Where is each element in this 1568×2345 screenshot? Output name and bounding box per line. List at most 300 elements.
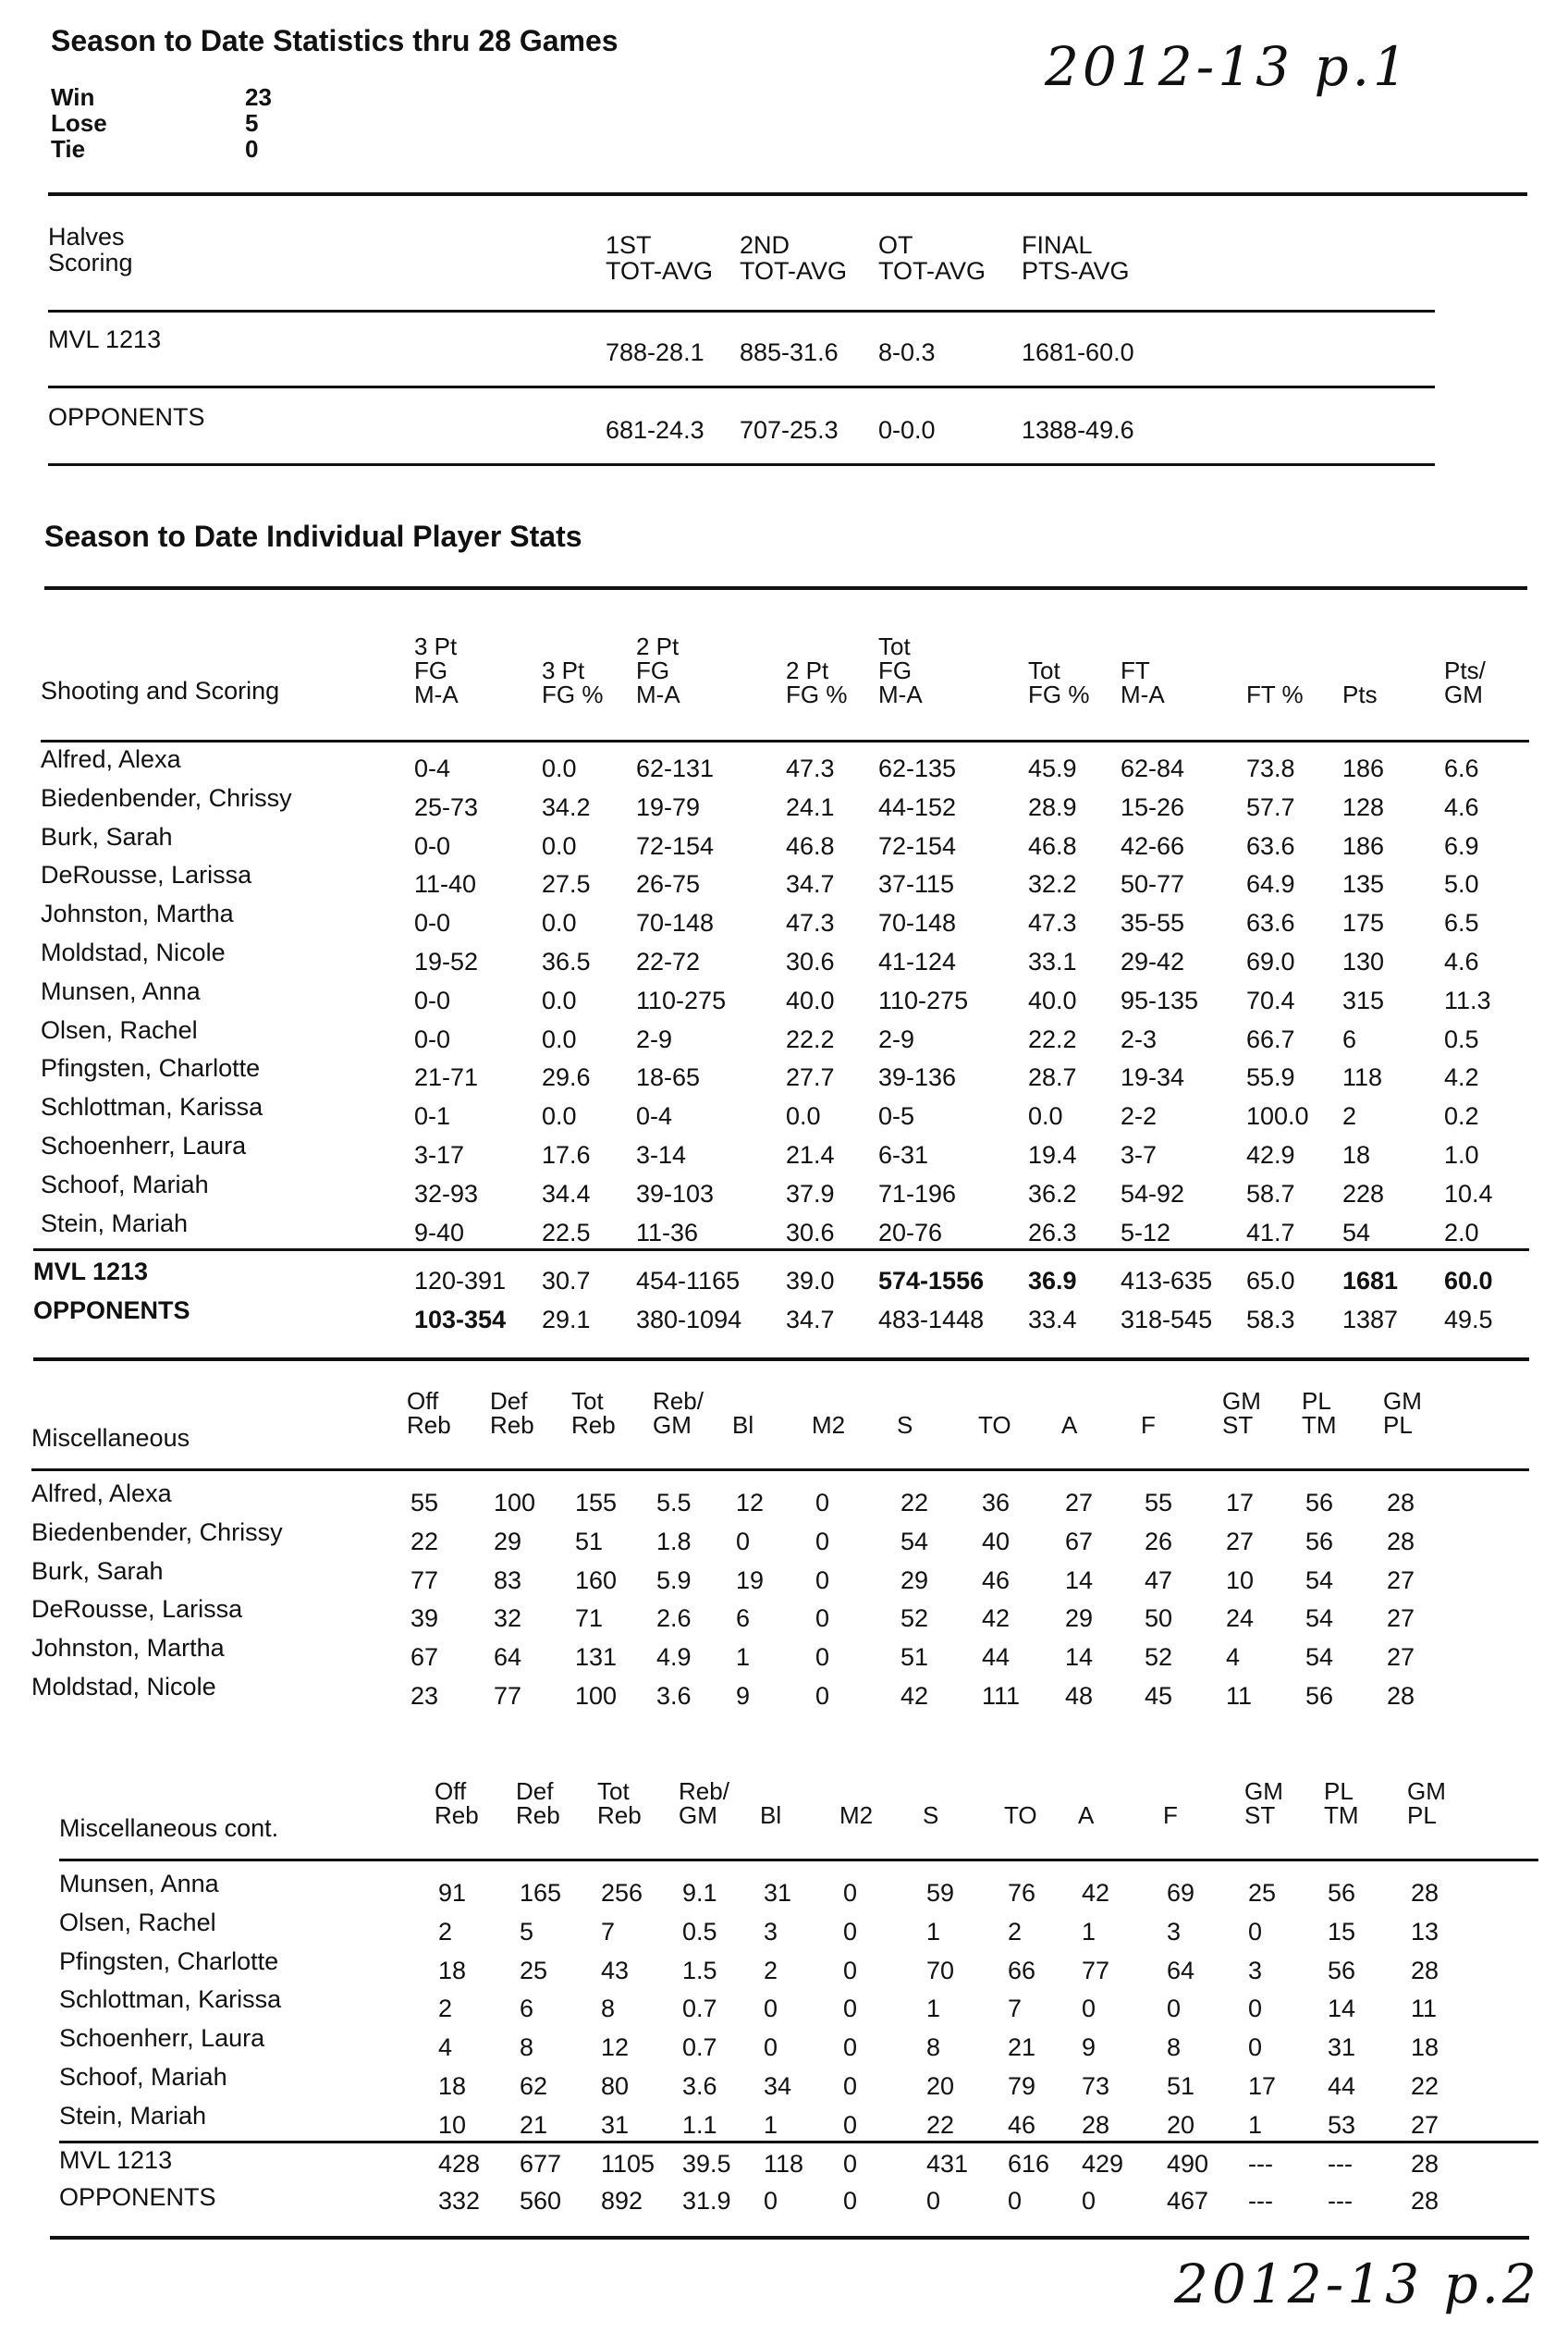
stat-cell: 1 xyxy=(926,1917,941,1946)
stat-cell: 27 xyxy=(1411,2110,1439,2139)
record-label: Win xyxy=(51,83,95,111)
stat-cell: 6-31 xyxy=(878,1141,929,1169)
stat-cell: 34.4 xyxy=(542,1179,591,1208)
total-cell: 332 xyxy=(438,2186,481,2215)
stat-cell: 63.6 xyxy=(1246,831,1295,860)
stat-cell: 17.6 xyxy=(542,1141,591,1169)
misc-header: Tot xyxy=(597,1777,630,1805)
shooting-header: FG xyxy=(414,657,448,684)
player-name: Schlottman, Karissa xyxy=(59,1985,282,2014)
stat-cell: 165 xyxy=(520,1879,562,1907)
stat-cell: 0 xyxy=(843,2072,858,2100)
stat-cell: 11 xyxy=(1226,1682,1253,1710)
stat-cell: 40 xyxy=(982,1527,1011,1555)
misc-header: TO xyxy=(1004,1801,1037,1829)
shooting-header: FT xyxy=(1121,657,1150,684)
stat-cell: 32-93 xyxy=(414,1179,479,1208)
stat-cell: 28 xyxy=(1411,1956,1439,1984)
stat-cell: 1 xyxy=(736,1643,751,1672)
stat-cell: 3 xyxy=(1248,1956,1263,1984)
stat-cell: 25-73 xyxy=(414,792,479,821)
stat-cell: 111 xyxy=(982,1682,1021,1710)
misc-header: Def xyxy=(490,1387,528,1415)
stat-cell: 3-7 xyxy=(1121,1141,1158,1169)
stat-cell: 62 xyxy=(520,2072,548,2100)
stat-cell: 41-124 xyxy=(878,948,957,976)
stat-cell: 0.0 xyxy=(1028,1102,1063,1131)
misc-header: Reb/ xyxy=(653,1387,704,1415)
stat-cell: 0-0 xyxy=(414,986,451,1014)
stat-cell: 33.1 xyxy=(1028,948,1077,976)
misc-header: Tot xyxy=(571,1387,604,1415)
stat-cell: 0.0 xyxy=(542,1102,577,1131)
misc-header: Off xyxy=(407,1387,439,1415)
stat-cell: 15-26 xyxy=(1121,792,1185,821)
stat-cell: 3 xyxy=(1167,1917,1182,1946)
stat-cell: 28.7 xyxy=(1028,1063,1077,1092)
player-name: Alfred, Alexa xyxy=(41,745,181,773)
stat-cell: 56 xyxy=(1305,1682,1334,1710)
player-name: Schoof, Mariah xyxy=(59,2063,227,2091)
stat-cell: 34.7 xyxy=(786,870,835,899)
stat-cell: 175 xyxy=(1342,909,1385,938)
stat-cell: 4.6 xyxy=(1444,792,1479,821)
misc-header: Def xyxy=(516,1777,554,1805)
stat-cell: 42-66 xyxy=(1121,831,1185,860)
stat-cell: 100.0 xyxy=(1246,1102,1309,1131)
stat-cell: 22 xyxy=(1411,2072,1439,2100)
shooting-header: M-A xyxy=(1121,681,1165,708)
stat-cell: 37.9 xyxy=(786,1179,835,1208)
stat-cell: 45 xyxy=(1145,1682,1173,1710)
stat-cell: 27 xyxy=(1387,1643,1415,1672)
stat-cell: 2 xyxy=(1342,1102,1357,1131)
stat-cell: 2 xyxy=(764,1956,778,1984)
stat-cell: 50-77 xyxy=(1121,870,1185,899)
stat-cell: 44 xyxy=(982,1643,1011,1672)
misc-section-label: Miscellaneous xyxy=(31,1424,190,1452)
stat-cell: 28 xyxy=(1082,2110,1110,2139)
total-cell: 429 xyxy=(1082,2149,1124,2178)
stat-cell: 34.2 xyxy=(542,792,591,821)
stat-cell: 9.1 xyxy=(682,1879,717,1907)
stat-cell: 7 xyxy=(1008,1995,1023,2023)
total-cell: 0 xyxy=(843,2149,858,2178)
misc-header: TM xyxy=(1324,1801,1359,1829)
stat-cell: 100 xyxy=(575,1682,618,1710)
stat-cell: 228 xyxy=(1342,1179,1385,1208)
halves-header: OT xyxy=(878,231,913,259)
divider xyxy=(33,1357,1529,1361)
player-name: DeRousse, Larissa xyxy=(31,1595,243,1624)
stat-cell: 46.8 xyxy=(1028,831,1077,860)
halves-value: 1681-60.0 xyxy=(1022,338,1134,366)
total-cell: 120-391 xyxy=(414,1267,507,1295)
stat-cell: 29 xyxy=(494,1527,522,1555)
stat-cell: 131 xyxy=(575,1643,618,1672)
misc-header: GM xyxy=(1383,1387,1422,1415)
stat-cell: 25 xyxy=(520,1956,548,1984)
stat-cell: 41.7 xyxy=(1246,1218,1295,1246)
stat-cell: 51 xyxy=(1167,2072,1195,2100)
stat-cell: 0-4 xyxy=(414,755,451,782)
total-cell: 490 xyxy=(1167,2149,1209,2178)
total-cell: 0 xyxy=(764,2186,778,2215)
stat-cell: 11-40 xyxy=(414,870,477,899)
stat-cell: 45.9 xyxy=(1028,755,1077,782)
stat-cell: 3.6 xyxy=(682,2072,717,2100)
stat-cell: 0 xyxy=(815,1527,830,1555)
stat-cell: 12 xyxy=(736,1489,765,1516)
stat-cell: 63.6 xyxy=(1246,909,1295,938)
stat-cell: 62-135 xyxy=(878,755,957,782)
total-cell: --- xyxy=(1328,2149,1353,2178)
halves-value: 788-28.1 xyxy=(606,338,704,366)
stat-cell: 53 xyxy=(1328,2110,1356,2139)
stat-cell: 3-17 xyxy=(414,1141,465,1169)
stat-cell: 27 xyxy=(1387,1604,1415,1633)
stat-cell: 6.5 xyxy=(1444,909,1479,938)
stat-cell: 8 xyxy=(601,1995,616,2023)
stat-cell: 83 xyxy=(494,1565,522,1594)
stat-cell: 67 xyxy=(1065,1527,1094,1555)
player-name: Johnston, Martha xyxy=(31,1634,225,1663)
stat-cell: 110-275 xyxy=(636,986,727,1014)
handwritten-page-note-bottom: 2012-13 p.2 xyxy=(1174,2253,1540,2315)
stat-cell: 37-115 xyxy=(878,870,955,899)
total-cell: 0 xyxy=(1008,2186,1023,2215)
stat-cell: 2 xyxy=(438,1917,453,1946)
divider xyxy=(48,386,1435,388)
shooting-header: FG xyxy=(878,657,913,684)
halves-value: 707-25.3 xyxy=(740,416,839,444)
stat-cell: 0 xyxy=(815,1604,830,1633)
stat-cell: 70 xyxy=(926,1956,955,1984)
stat-cell: 27 xyxy=(1065,1489,1094,1516)
team-total-name: OPPONENTS xyxy=(59,2182,216,2211)
stat-cell: 1 xyxy=(1082,1917,1096,1946)
stat-cell: 14 xyxy=(1065,1565,1094,1594)
misc-header: A xyxy=(1061,1411,1078,1439)
stat-cell: 2 xyxy=(438,1995,453,2023)
total-cell: 39.0 xyxy=(786,1267,835,1295)
stat-cell: 0 xyxy=(1248,1917,1263,1946)
stat-cell: 18 xyxy=(438,1956,467,1984)
stat-cell: 0-1 xyxy=(414,1102,451,1131)
total-cell: 28 xyxy=(1411,2186,1439,2215)
player-name: Alfred, Alexa xyxy=(31,1479,172,1507)
stat-cell: 77 xyxy=(1082,1956,1110,1984)
stat-cell: 69.0 xyxy=(1246,948,1295,976)
stat-cell: 64 xyxy=(1167,1956,1195,1984)
stat-cell: 256 xyxy=(601,1879,643,1907)
stat-cell: 27.5 xyxy=(542,870,591,899)
stat-cell: 29-42 xyxy=(1121,948,1185,976)
total-cell: 892 xyxy=(601,2186,643,2215)
total-cell: 29.1 xyxy=(542,1306,591,1333)
stat-cell: 23 xyxy=(410,1682,439,1710)
stat-cell: 155 xyxy=(575,1489,618,1516)
misc-header: A xyxy=(1078,1801,1095,1829)
player-name: Biedenbender, Chrissy xyxy=(31,1517,283,1546)
stat-cell: 14 xyxy=(1328,1995,1356,2023)
misc-header: GM xyxy=(1222,1387,1261,1415)
stat-cell: 57.7 xyxy=(1246,792,1295,821)
record-value: 23 xyxy=(245,83,272,111)
stat-cell: 34 xyxy=(764,2072,792,2100)
stat-cell: 1.5 xyxy=(682,1956,717,1984)
total-cell: 34.7 xyxy=(786,1306,835,1333)
stat-cell: 10.4 xyxy=(1444,1179,1493,1208)
stat-cell: 0 xyxy=(843,1879,858,1907)
stat-cell: 47.3 xyxy=(786,909,835,938)
divider xyxy=(50,2236,1529,2240)
season-title: Season to Date Statistics thru 28 Games xyxy=(51,24,619,57)
player-name: Schlottman, Karissa xyxy=(41,1093,263,1122)
stat-cell: 44-152 xyxy=(878,792,957,821)
stat-cell: 56 xyxy=(1328,1879,1356,1907)
player-name: Schoof, Mariah xyxy=(41,1170,209,1198)
player-name: DeRousse, Larissa xyxy=(41,861,252,890)
stat-cell: 70-148 xyxy=(878,909,957,938)
stat-cell: 2-9 xyxy=(878,1025,915,1053)
shooting-header: GM xyxy=(1444,681,1483,708)
stat-cell: 39-103 xyxy=(636,1179,715,1208)
stat-cell: 0.7 xyxy=(682,1995,717,2023)
stat-cell: 66.7 xyxy=(1246,1025,1295,1053)
shooting-header: FG % xyxy=(786,681,848,708)
stat-cell: 6.9 xyxy=(1444,831,1479,860)
team-total-name: OPPONENTS xyxy=(33,1296,190,1324)
divider xyxy=(59,2141,1538,2143)
stat-cell: 0.0 xyxy=(786,1102,821,1131)
stat-cell: 51 xyxy=(575,1527,604,1555)
stat-cell: 0.5 xyxy=(1444,1025,1479,1053)
stat-cell: 51 xyxy=(900,1643,929,1672)
stat-cell: 64.9 xyxy=(1246,870,1295,899)
stat-cell: 0.0 xyxy=(542,986,577,1014)
stat-cell: 91 xyxy=(438,1879,467,1907)
stat-cell: 9 xyxy=(1082,2033,1096,2062)
stat-cell: 4.2 xyxy=(1444,1063,1479,1092)
stat-cell: 0 xyxy=(764,2033,778,2062)
stat-cell: 21.4 xyxy=(786,1141,835,1169)
stat-cell: 55 xyxy=(410,1489,439,1516)
stat-cell: 70-148 xyxy=(636,909,715,938)
stat-cell: 22-72 xyxy=(636,948,701,976)
stat-cell: 160 xyxy=(575,1565,618,1594)
stat-cell: 0 xyxy=(815,1489,830,1516)
stat-cell: 0 xyxy=(815,1682,830,1710)
stat-cell: 64 xyxy=(494,1643,522,1672)
stat-cell: 22 xyxy=(410,1527,439,1555)
stat-cell: 24.1 xyxy=(786,792,835,821)
stat-cell: 14 xyxy=(1065,1643,1094,1672)
halves-value: 885-31.6 xyxy=(740,338,839,366)
stat-cell: 72-154 xyxy=(878,831,957,860)
stat-cell: 4 xyxy=(1226,1643,1241,1672)
stat-cell: 2-3 xyxy=(1121,1025,1158,1053)
stat-cell: 29.6 xyxy=(542,1063,591,1092)
stat-cell: 72-154 xyxy=(636,831,715,860)
stat-cell: 21-71 xyxy=(414,1063,479,1092)
stat-cell: 77 xyxy=(410,1565,439,1594)
stat-cell: 17 xyxy=(1248,2072,1277,2100)
misc-header: PL xyxy=(1302,1387,1331,1415)
stat-cell: 13 xyxy=(1411,1917,1439,1946)
stat-cell: 18 xyxy=(1411,2033,1439,2062)
misc-header: S xyxy=(897,1411,913,1439)
stat-cell: 22.2 xyxy=(1028,1025,1077,1053)
stat-cell: 7 xyxy=(601,1917,616,1946)
stat-cell: 73.8 xyxy=(1246,755,1295,782)
stat-cell: 19-52 xyxy=(414,948,479,976)
total-cell: 560 xyxy=(520,2186,562,2215)
stat-cell: 2.0 xyxy=(1444,1218,1479,1246)
stat-cell: 2 xyxy=(1008,1917,1023,1946)
halves-team: OPPONENTS xyxy=(48,403,205,431)
halves-title xyxy=(48,224,133,276)
stat-cell: 69 xyxy=(1167,1879,1195,1907)
stat-cell: 21 xyxy=(520,2110,548,2139)
shooting-header: Tot xyxy=(1028,657,1060,684)
total-cell: 33.4 xyxy=(1028,1306,1077,1333)
stat-cell: 6 xyxy=(520,1995,534,2023)
player-name: Olsen, Rachel xyxy=(41,1015,198,1044)
player-name: Moldstad, Nicole xyxy=(41,939,226,966)
divider xyxy=(48,310,1435,313)
handwritten-page-note-top: 2012-13 p.1 xyxy=(1045,35,1411,98)
stat-cell: 9-40 xyxy=(414,1218,465,1246)
stat-cell: 42 xyxy=(900,1682,929,1710)
total-cell: 0 xyxy=(843,2186,858,2215)
misc-header: M2 xyxy=(839,1801,874,1829)
total-cell: 413-635 xyxy=(1121,1267,1213,1295)
stat-cell: 31 xyxy=(764,1879,792,1907)
stat-cell: 19.4 xyxy=(1028,1141,1077,1169)
halves-header: PTS-AVG xyxy=(1022,257,1130,285)
stat-cell: 1 xyxy=(1248,2110,1263,2139)
stat-cell: 0-0 xyxy=(414,831,451,860)
stat-cell: 30.6 xyxy=(786,948,835,976)
stat-cell: 46.8 xyxy=(786,831,835,860)
team-total-name: MVL 1213 xyxy=(59,2145,173,2174)
shooting-header: Pts xyxy=(1342,681,1378,708)
stat-cell: 0 xyxy=(1167,1995,1182,2023)
misc-header: F xyxy=(1141,1411,1156,1439)
total-cell: 39.5 xyxy=(682,2149,731,2178)
misc-header: Off xyxy=(435,1777,467,1805)
halves-header: TOT-AVG xyxy=(740,257,848,285)
record-value: 5 xyxy=(245,109,259,137)
stat-cell: 54-92 xyxy=(1121,1179,1185,1208)
total-cell: 30.7 xyxy=(542,1267,591,1295)
stat-cell: 20 xyxy=(1167,2110,1195,2139)
stat-cell: 56 xyxy=(1305,1489,1334,1516)
stat-cell: 0 xyxy=(843,2110,858,2139)
divider xyxy=(33,1248,1529,1251)
stat-cell: 52 xyxy=(900,1604,929,1633)
stat-cell: 32.2 xyxy=(1028,870,1077,899)
misc-header: Reb xyxy=(597,1801,642,1829)
stat-cell: 315 xyxy=(1342,986,1385,1014)
shooting-header: FG xyxy=(636,657,670,684)
misc-header: ST xyxy=(1244,1801,1276,1829)
total-cell: 103-354 xyxy=(414,1306,507,1333)
stat-cell: 0 xyxy=(815,1643,830,1672)
shooting-header: M-A xyxy=(878,681,923,708)
stat-cell: 5.0 xyxy=(1444,870,1479,899)
stat-cell: 54 xyxy=(900,1527,929,1555)
stat-cell: 8 xyxy=(520,2033,534,2062)
stat-cell: 2-2 xyxy=(1121,1102,1158,1131)
stat-cell: 6 xyxy=(1342,1025,1357,1053)
stat-cell: 44 xyxy=(1328,2072,1356,2100)
stat-cell: 26 xyxy=(1145,1527,1173,1555)
divider xyxy=(59,1859,1538,1861)
stat-cell: 29 xyxy=(900,1565,929,1594)
stat-cell: 27.7 xyxy=(786,1063,835,1092)
stat-cell: 0-0 xyxy=(414,909,451,938)
stat-cell: 21 xyxy=(1008,2033,1036,2062)
stat-cell: 50 xyxy=(1145,1604,1173,1633)
total-cell: 318-545 xyxy=(1121,1306,1213,1333)
stat-cell: 40.0 xyxy=(1028,986,1077,1014)
stat-cell: 56 xyxy=(1328,1956,1356,1984)
misc-header: GM xyxy=(1407,1777,1446,1805)
player-name: Biedenbender, Chrissy xyxy=(41,783,292,812)
halves-value: 681-24.3 xyxy=(606,416,704,444)
total-cell: 58.3 xyxy=(1246,1306,1295,1333)
stat-cell: 28 xyxy=(1387,1527,1415,1555)
misc-header: Reb xyxy=(435,1801,479,1829)
shooting-header: M-A xyxy=(414,681,459,708)
stat-cell: 11.3 xyxy=(1444,986,1491,1014)
stat-cell: 0 xyxy=(1082,1995,1096,2023)
stat-cell: 39-136 xyxy=(878,1063,957,1092)
stat-cell: 28.9 xyxy=(1028,792,1077,821)
misc-header: M2 xyxy=(812,1411,846,1439)
stat-cell: 5.5 xyxy=(656,1489,692,1516)
halves-title-line2: Scoring xyxy=(48,249,133,276)
misc-header: Bl xyxy=(760,1801,782,1829)
stat-cell: 3 xyxy=(764,1917,778,1946)
stat-cell: 67 xyxy=(410,1643,439,1672)
total-cell: 36.9 xyxy=(1028,1267,1077,1295)
stat-cell: 29 xyxy=(1065,1604,1094,1633)
stat-cell: 4.6 xyxy=(1444,948,1479,976)
stat-cell: 1 xyxy=(764,2110,778,2139)
total-cell: --- xyxy=(1328,2186,1353,2215)
shooting-header: FG % xyxy=(1028,681,1090,708)
stat-cell: 0-5 xyxy=(878,1102,915,1131)
total-cell: 0 xyxy=(1082,2186,1096,2215)
stat-cell: 18 xyxy=(1342,1141,1371,1169)
misc-header: PL xyxy=(1383,1411,1413,1439)
shooting-header: 2 Pt xyxy=(636,632,680,660)
misc-header: Reb xyxy=(490,1411,534,1439)
stat-cell: 71-196 xyxy=(878,1179,957,1208)
stat-cell: 4 xyxy=(438,2033,453,2062)
misc-header: Reb/ xyxy=(679,1777,729,1805)
stat-cell: 10 xyxy=(438,2110,467,2139)
halves-value: 8-0.3 xyxy=(878,338,936,366)
player-name: Pfingsten, Charlotte xyxy=(41,1054,261,1083)
stat-cell: 6.6 xyxy=(1444,755,1479,782)
stat-cell: 58.7 xyxy=(1246,1179,1295,1208)
stat-cell: 25 xyxy=(1248,1879,1277,1907)
stat-cell: 22.2 xyxy=(786,1025,835,1053)
